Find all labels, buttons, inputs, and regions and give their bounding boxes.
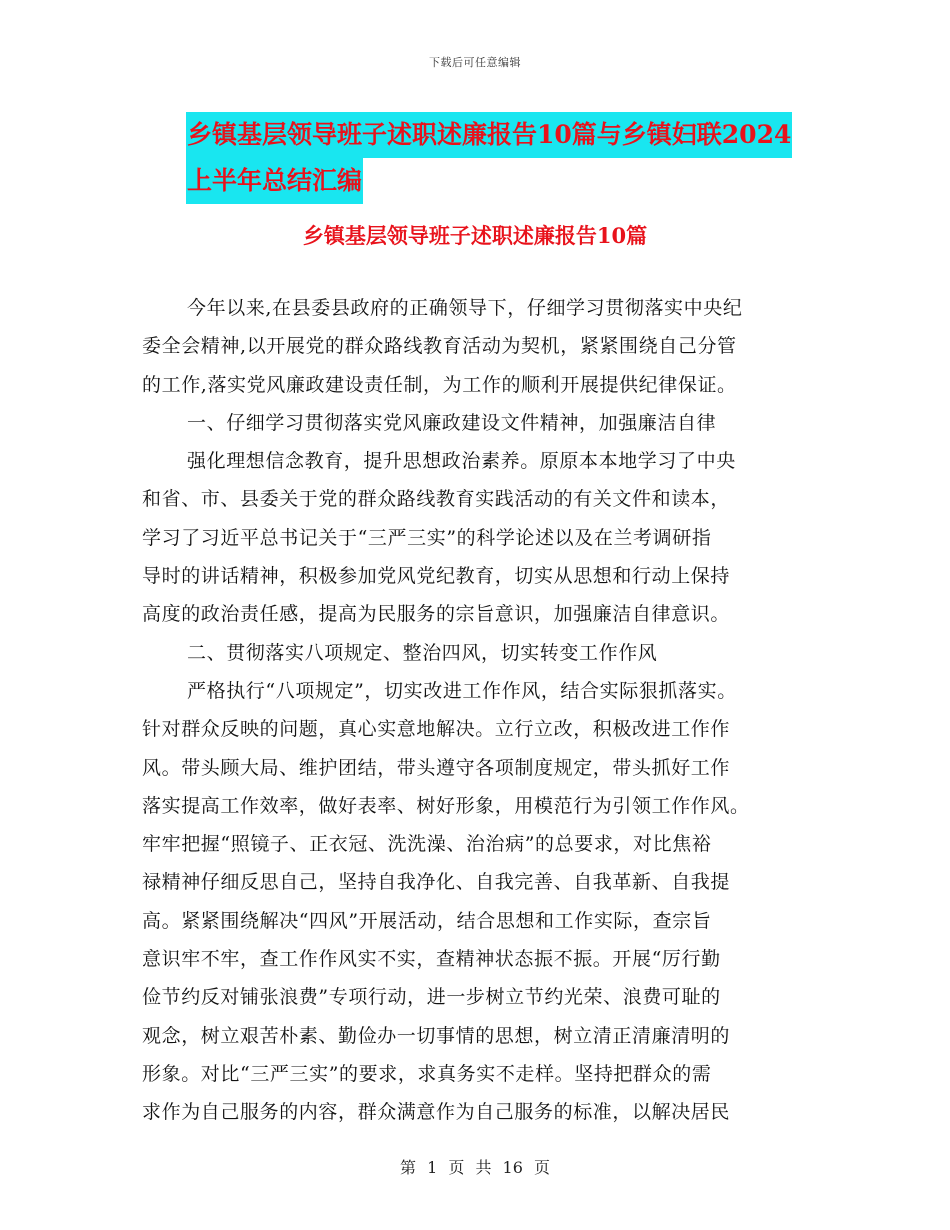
body-text-line: 导时的讲话精神，积极参加党风党纪教育，切实从思想和行动上保持 (142, 565, 731, 588)
body-text-line: 观念，树立艰苦朴素、勤俭办一切事情的思想，树立清正清廉清明的 (142, 1024, 731, 1047)
body-text (142, 289, 802, 1132)
body-text-line: 的工作,落实党风廉政建设责任制，为工作的顺利开展提供纪律保证。 (142, 373, 737, 396)
body-text-line: 禄精神仔细反思自己，坚持自我净化、自我完善、自我革新、自我提 (142, 871, 731, 894)
body-text-line: 今年以来,在县委县政府的正确领导下，仔细学习贯彻落实中央纪 (187, 297, 743, 319)
body-text-line: 二、贯彻落实八项规定、整治四风，切实转变工作作风 (187, 641, 658, 664)
body-text-line: 高。紧紧围绕解决“四风”开展活动，结合思想和工作实际，查宗旨 (142, 909, 712, 932)
body-text-line: 学习了习近平总书记关于“三严三实”的科学论述以及在兰考调研指 (142, 526, 712, 549)
body-text-line: 求作为自己服务的内容，群众满意作为自己服务的标准，以解决居民 (142, 1101, 731, 1124)
body-text-line: 意识牢不牢，查工作作风实不实，查精神状态振不振。开展“厉行勤 (142, 948, 721, 971)
document-title-line-2: 上半年总结汇编 (186, 158, 363, 204)
body-text-line: 针对群众反映的问题，真心实意地解决。立行立改，积极改进工作作 (142, 718, 731, 741)
body-text-line: 牢牢把握“照镜子、正衣冠、洗洗澡、治治病”的总要求，对比焦裕 (142, 833, 712, 856)
document-title-line-1: 乡镇基层领导班子述职述廉报告10篇与乡镇妇联2024 (186, 112, 792, 158)
body-text-line: 委全会精神,以开展党的群众路线教育活动为契机，紧紧围绕自己分管 (142, 335, 737, 358)
body-text-line: 俭节约反对铺张浪费”专项行动，进一步树立节约光荣、浪费可耻的 (142, 986, 721, 1009)
body-text-line: 高度的政治责任感，提高为民服务的宗旨意识，加强廉洁自律意识。 (142, 603, 731, 626)
page-header-note: 下载后可任意编辑 (429, 56, 521, 69)
body-text-line: 风。带头顾大局、维护团结，带头遵守各项制度规定，带头抓好工作 (142, 756, 731, 779)
body-text-line: 形象。对比“三严三实”的要求，求真务实不走样。坚持把群众的需 (142, 1062, 712, 1085)
page-number: 第 1 页 共 16 页 (400, 1158, 550, 1177)
body-text-line: 严格执行“八项规定”，切实改进工作作风，结合实际狠抓落实。 (187, 679, 737, 702)
body-text-line: 落实提高工作效率，做好表率、树好形象，用模范行为引领工作作风。 (142, 794, 750, 817)
body-text-line: 和省、市、县委关于党的群众路线教育实践活动的有关文件和读本， (142, 488, 731, 511)
body-text-line: 一、仔细学习贯彻落实党风廉政建设文件精神，加强廉洁自律 (187, 411, 717, 434)
body-text-line: 强化理想信念教育，提升思想政治素养。原原本本地学习了中央 (187, 450, 736, 473)
section-title: 乡镇基层领导班子述职述廉报告10篇 (302, 223, 648, 248)
